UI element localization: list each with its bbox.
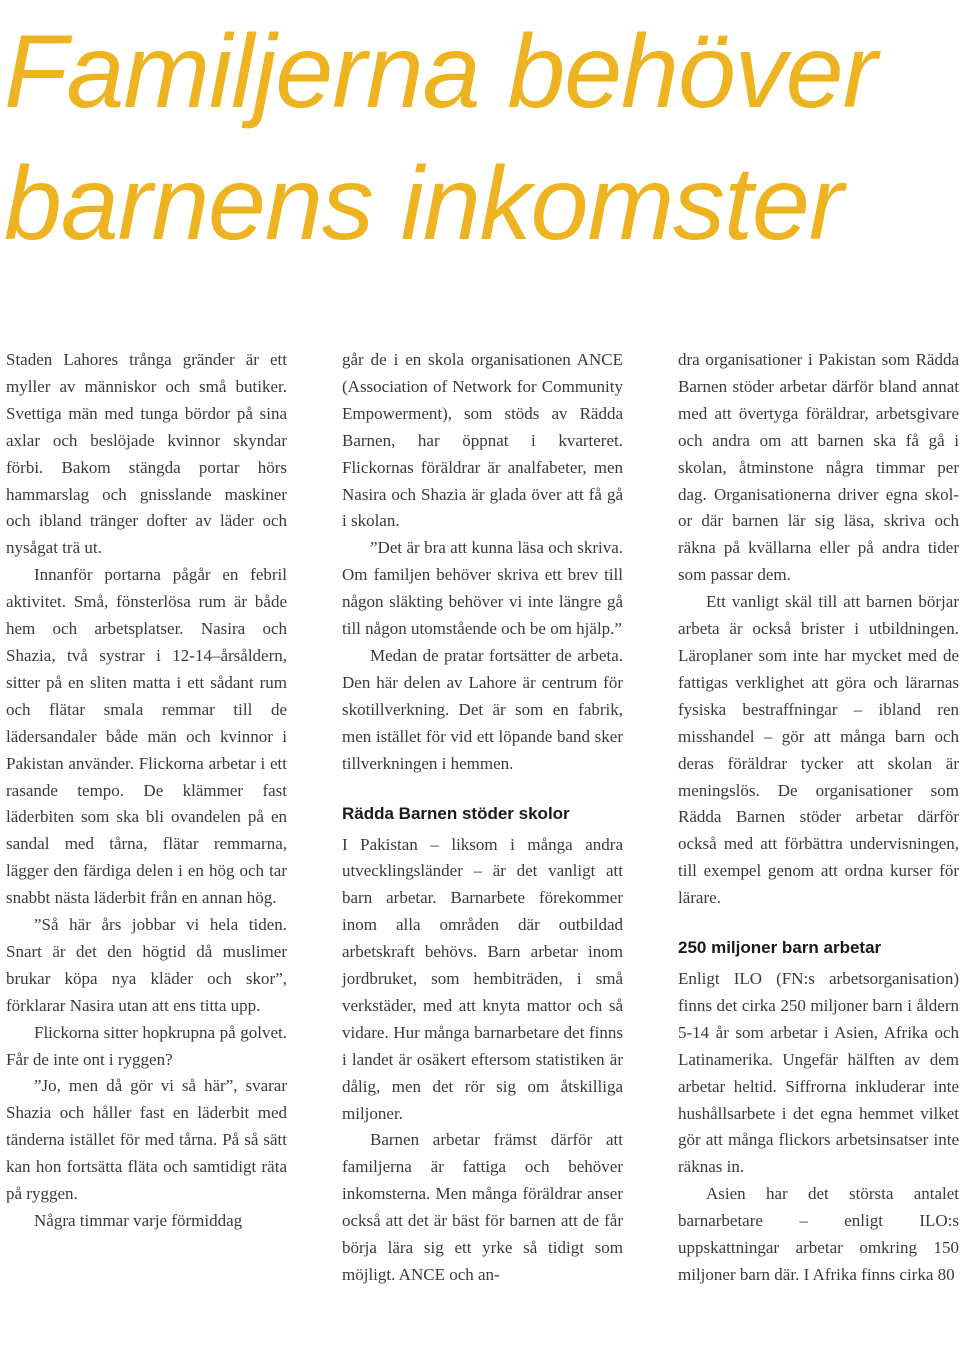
section-heading: Rädda Barnen stöder skolor	[342, 803, 570, 823]
title-line-1: Familjerna behöver	[4, 14, 877, 130]
paragraph: Staden Lahores trånga gränder är ett myller av människor och små butiker. Svettiga män med tunga bördor på sina axlar och beslöjade kvinnor skyndar förbi. Bakom stängda portar hörs hammarslag och gnisslande maskiner och ibland tränger dofter av läder och nysågat trä ut.	[6, 350, 287, 558]
title-line-2: barnens inkomster	[4, 146, 843, 262]
article-title	[4, 6, 954, 270]
paragraph: Innanför portarna pågår en febril aktivitet. Små, fönsterlösa rum är både hem och arbetsplatser. Nasira och Shazia, två systrar i 12-14–årsåldern, sitter på en sliten matta i ett sådant rum och flätar smala remmar till de lädersandaler både män och kvinnor i Pakistan använder. Flickorna arbetar i ett rasande tempo. De klämmer fast läderbiten som ska bli ovandelen på en sandal med tårna, flätar remmarna, lägger den färdiga delen i en hög och tar snabbt nästa läderbit från en annan hög.	[6, 565, 287, 908]
paragraph: dra organisationer i Pakistan som Rädda Barnen stöder arbetar därför bland annat med att övertyga föräldrar, arbetsgivare och andra om att barnen ska få gå i skolan, åtminstone några timmar per dag. Organisationerna driver egna skol- or där barnen lär sig läsa, skriva och räkna på kvällarna eller på andra tider som passar dem.	[678, 350, 959, 585]
paragraph: Asien har det största antalet barnarbetare – enligt ILO:s uppskattningar arbetar omkring 150 miljoner barn där. I Afrika finns cirka 80	[678, 1184, 959, 1284]
paragraph: Flickorna sitter hopkrupna på golvet. Får de inte ont i ryggen?	[6, 1022, 287, 1069]
paragraph: I Pakistan – liksom i många andra utvecklingsländer – är det vanligt att barn arbetar. Barnarbete förekommer inom alla områden där outbildad arbetskraft behövs. Barn arbetar inom jordbruket, som hembiträden, i små verkstäder, med att knyta mattor och så vidare. Hur många barnarbetare det finns i landet är osäkert eftersom statistiken är dålig, men det rör sig om åtskilliga miljoner.	[342, 834, 623, 1123]
paragraph: ”Det är bra att kunna läsa och skriva. Om familjen behöver skriva ett brev till någon släkting behöver vi inte längre gå till någon utomstående och be om hjälp.”	[342, 538, 623, 639]
paragraph: Några timmar varje förmiddag	[34, 1211, 243, 1230]
paragraph: ”Så här års jobbar vi hela tiden. Snart är det den högtid då muslimer brukar köpa nya kläder och skor”, förklarar Nasira utan att ens titta upp.	[6, 915, 287, 1015]
paragraph: Medan de pratar fortsätter de arbeta. Den här delen av Lahore är centrum för skotillverkning. Det är som en fabrik, men istället för vid ett löpande band sker tillverkningen i hemmen.	[342, 645, 623, 773]
paragraph: Enligt ILO (FN:s arbetsorganisation) finns det cirka 250 miljoner barn i åldern 5-14 år som arbetar i Asien, Afrika och Latinamerika. Ungefär hälften av dem arbetar heltid. Siffrorna inkluderar inte hushållsarbete i det egna hemmet vilket gör att många flickors arbetsinsatser inte räknas in.	[678, 969, 959, 1177]
column-1	[6, 347, 287, 1235]
column-3	[678, 347, 959, 1289]
paragraph: går de i en skola organisationen ANCE (Association of Network for Community Empowerment), som stöds av Rädda Barnen, har öppnat i kvarteret. Flickornas föräldrar är analfabeter, men Nasira och Shazia är glada över att få gå i skolan.	[342, 350, 623, 531]
paragraph: ”Jo, men då gör vi så här”, svarar Shazia och håller fast en läderbit med tänderna istället för med tårna. På så sätt kan hon fortsätta fläta och samtidigt räta på ryggen.	[6, 1076, 287, 1204]
paragraph: Ett vanligt skäl till att barnen börjar arbeta är också brister i utbildningen. Läroplaner som inte har mycket med de fattigas verklighet att göra och lärarnas fysiska bestraffningar – ibland ren misshandel – gör att många barn och deras föräldrar tycker att skolan är meningslös. De organisationer som Rädda Barnen stöder arbetar därför också med att förbättra undervisningen, till exempel genom att ordna kurser för lärare.	[678, 592, 959, 908]
column-2	[342, 347, 623, 1289]
section-heading: 250 miljoner barn arbetar	[678, 938, 882, 958]
paragraph: Barnen arbetar främst därför att familjerna är fattiga och behöver inkomsterna. Men många föräldrar anser också att det är bäst för barnen att de får börja lära sig ett yrke så tidigt som möjligt. ANCE och an-	[342, 1130, 623, 1284]
